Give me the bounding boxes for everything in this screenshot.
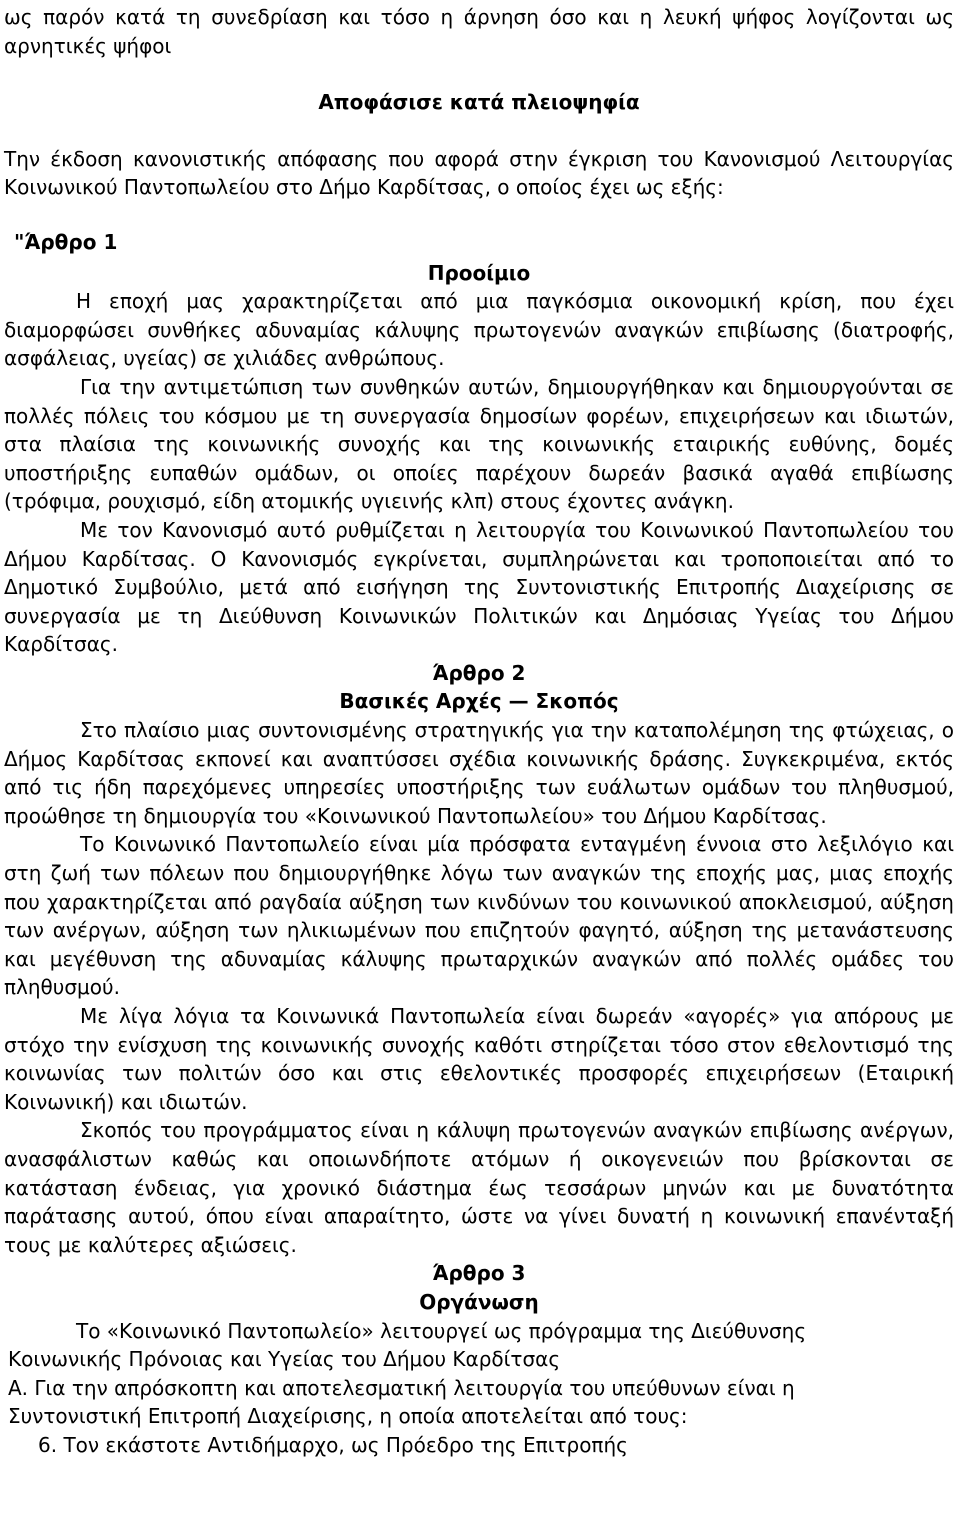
article-1-paragraph-2: Για την αντιμετώπιση των συνθηκών αυτών, δημιουργήθηκαν και δημιουργούνται σε πολλές πόλεις του κόσμου με τη συνεργασία δημοσίων φορέων, επιχειρήσεων και ιδιωτών, στα πλαίσια της κοινωνικής συνοχής και της κοινωνικής εταιρικής ευθύνης, δομές υποστήριξης ευπαθών ομάδων, οι οποίες παρέχουν δωρεάν βασικά αγαθά επιβίωσης (τρόφιμα, ρουχισμό, είδη ατομικής υγιεινής κλπ) στους έχοντες ανάγκη. — [4, 374, 954, 514]
article-2-paragraph-2: Το Κοινωνικό Παντοπωλείο είναι μία πρόσφατα ενταγμένη έννοια στο λεξιλόγιο και στη ζωή των πόλεων που δημιουργήθηκε λόγω των αναγκών της εποχής μας, μιας εποχής που χαρακτηρίζεται από ραγδαία αύξηση των κινδύνων του κοινωνικού αποκλεισμού, αύξηση των ανέργων, αύξηση των ηλικιωμένων που επιζητούν φαγητό, αύξηση της μετανάστευσης και μεγέθυνση της αδυναμίας κάλυψης πρωταρχικών αναγκών από πολλές ομάδες του πληθυσμού. — [4, 832, 954, 1000]
article-2-paragraph-1: Στο πλαίσιο μιας συντονισμένης στρατηγικής για την καταπολέμηση της φτώχειας, ο Δήμος Καρδίτσας εκπονεί και αναπτύσσει σχέδια κοινωνικής δράσης. Συγκεκριμένα, εκτός από τις ήδη παρεχόμενες υπηρεσίες υποστήριξης των ευάλωτων ομάδων του πληθυσμού, προώθησε τη δημιουργία του «Κοινωνικού Παντοπωλείου» του Δήμου Καρδίτσας. — [4, 718, 954, 828]
decision-heading: Αποφάσισε κατά πλειοψηφία — [318, 90, 640, 115]
article-3-number: Άρθρο 3 — [432, 1261, 526, 1286]
document-page — [4, 0, 954, 1460]
article-1-title: Προοίμιο — [427, 260, 531, 285]
article-2-number: Άρθρο 2 — [432, 660, 526, 685]
intro-paragraph: ως παρόν κατά τη συνεδρίαση και τόσο η άρνηση όσο και η λευκή ψήφος λογίζονται ως αρνητικές ψήφοι — [4, 5, 954, 58]
article-3-paragraph-2-line-1: Α. Για την απρόσκοπτη και αποτελεσματική λειτουργία του υπεύθυνων είναι η — [8, 1375, 795, 1400]
article-3-paragraph-1-line-2: Κοινωνικής Πρόνοιας και Υγείας του Δήμου Καρδίτσας — [8, 1347, 561, 1372]
article-3-title: Οργάνωση — [419, 1289, 539, 1314]
article-1-paragraph-1: Η εποχή μας χαρακτηρίζεται από μια παγκόσμια οικονομική κρίση, που έχει διαμορφώσει συνθήκες αδυναμίας κάλυψης πρωτογενών αναγκών επιβίωσης (διατροφής, ασφάλειας, υγείας) σε χιλιάδες ανθρώπους. — [4, 289, 954, 371]
article-1-number: "Άρθρο 1 — [14, 229, 118, 254]
article-2-paragraph-4: Σκοπός του προγράμματος είναι η κάλυψη πρωτογενών αναγκών επιβίωσης ανέργων, ανασφάλιστων καθώς και οποιωνδήποτε ατόμων ή οικογενειών που βρίσκονται σε κατάσταση ένδειας, για χρονικό διάστημα έως τεσσάρων μηνών και με δυνατότητα παράτασης αυτού, όπου είναι απαραίτητο, ώστε να γίνει δυνατή η κοινωνική επανένταξή τους με καλύτερες αξιώσεις. — [4, 1118, 954, 1257]
article-3-paragraph-1-line-1: Το «Κοινωνικό Παντοπωλείο» λειτουργεί ως πρόγραμμα της Διεύθυνσης — [76, 1318, 807, 1343]
article-2-title: Βασικές Αρχές — Σκοπός — [339, 689, 619, 714]
article-3-list-item: 6. Τον εκάστοτε Αντιδήμαρχο, ως Πρόεδρο της Επιτροπής — [38, 1432, 628, 1457]
decision-text: Την έκδοση κανονιστικής απόφασης που αφορά στην έγκριση του Κανονισμού Λειτουργίας Κοινωνικού Παντοπωλείου στο Δήμο Καρδίτσας, ο οποίος έχει ως εξής: — [4, 146, 954, 200]
article-3-paragraph-2-line-2: Συντονιστική Επιτροπή Διαχείρισης, η οποία αποτελείται από τους: — [8, 1404, 688, 1429]
article-1-paragraph-3: Με τον Κανονισμό αυτό ρυθμίζεται η λειτουργία του Κοινωνικού Παντοπωλείου του Δήμου Καρδίτσας. Ο Κανονισμός εγκρίνεται, συμπληρώνεται και τροποποιείται από το Δημοτικό Συμβούλιο, μετά από εισήγηση της Συντονιστικής Επιτροπής Διαχείρισης σε συνεργασία με τη Διεύθυνση Κοινωνικών Πολιτικών και Δημόσιας Υγείας του Δήμου Καρδίτσας. — [4, 517, 954, 657]
article-2-paragraph-3: Με λίγα λόγια τα Κοινωνικά Παντοπωλεία είναι δωρεάν «αγορές» για απόρους με στόχο την ενίσχυση της κοινωνικής συνοχής καθότι στηρίζεται τόσο στον εθελοντισμό της κοινωνίας των πολιτών όσο και στις εθελοντικές προσφορές επιχειρήσεων (Εταιρική Κοινωνική) και ιδιωτών. — [4, 1004, 954, 1114]
